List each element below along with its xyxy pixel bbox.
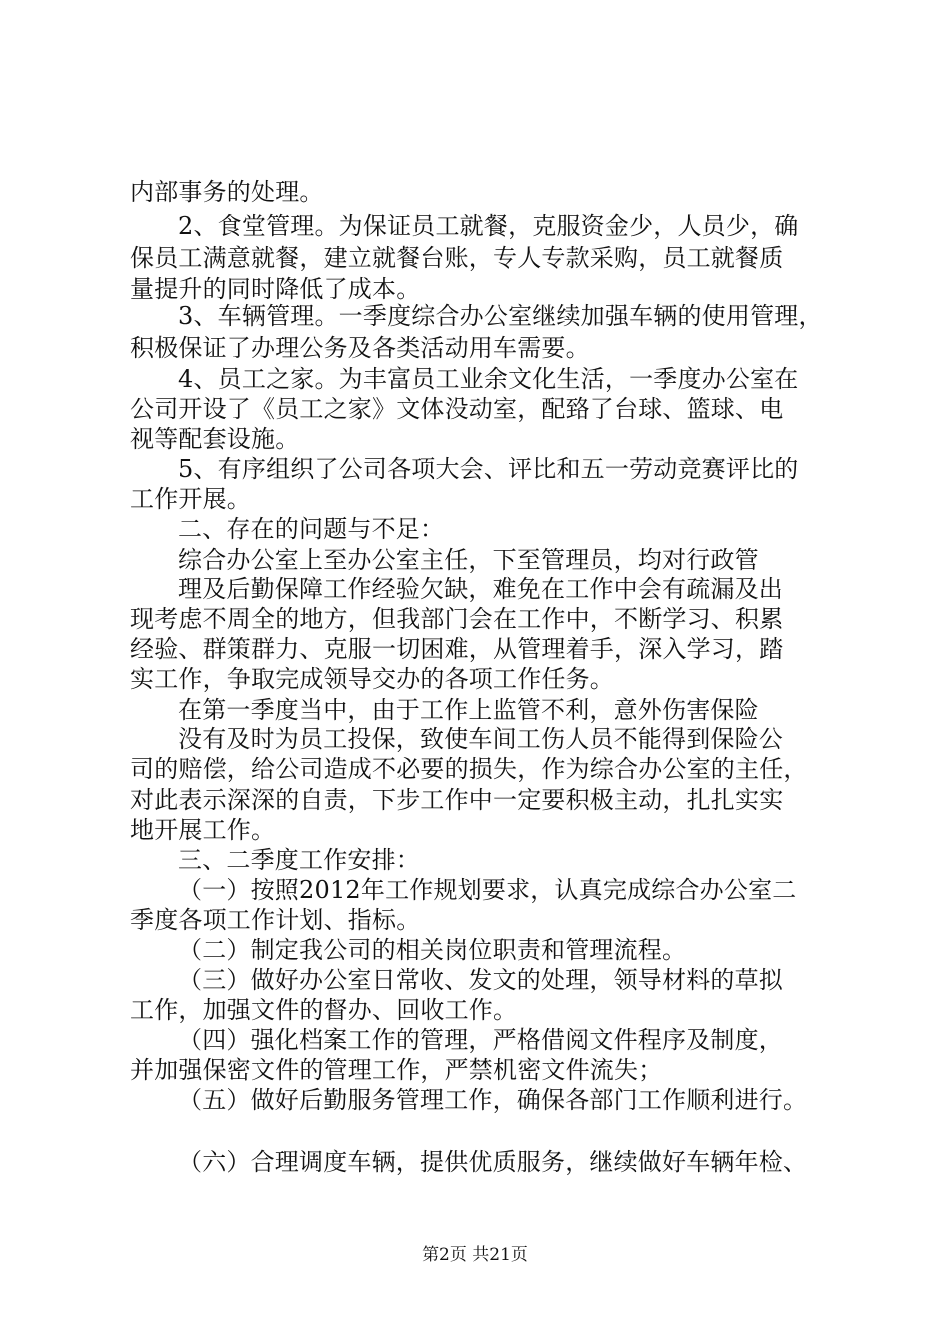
text-line: 并加强保密文件的管理工作，严禁机密文件流失； bbox=[130, 1056, 663, 1084]
text-line: 司的赔偿，给公司造成不必要的损失，作为综合办公室的主任， bbox=[130, 755, 808, 783]
text-line: 理及后勤保障工作经验欠缺，难免在工作中会有疏漏及出 bbox=[178, 575, 783, 603]
text-line: 5、有序组织了公司各项大会、评比和五一劳动竞赛评比的 bbox=[178, 455, 799, 483]
text-line: 2、食堂管理。为保证员工就餐，克服资金少，人员少，确 bbox=[178, 212, 799, 240]
text-line: 二、存在的问题与不足： bbox=[178, 515, 445, 543]
text-line: 工作开展。 bbox=[130, 485, 251, 513]
text-line: 地开展工作。 bbox=[130, 816, 276, 844]
text-line: 三、二季度工作安排： bbox=[178, 846, 420, 874]
page-number-footer: 第2页 共21页 bbox=[422, 1245, 528, 1265]
text-line: （六）合理调度车辆，提供优质服务，继续做好车辆年检、 bbox=[178, 1148, 808, 1176]
text-line: 保员工满意就餐，建立就餐台账，专人专款采购，员工就餐质 bbox=[130, 244, 784, 272]
text-line: 在第一季度当中，由于工作上监管不利，意外伤害保险 bbox=[178, 696, 759, 724]
text-line: 现考虑不周全的地方，但我部门会在工作中，不断学习、积累 bbox=[130, 605, 784, 633]
text-line: （一）按照2012年工作规划要求，认真完成综合办公室二 bbox=[178, 876, 797, 904]
text-line: 量提升的同时降低了成本。 bbox=[130, 275, 421, 303]
text-line: 对此表示深深的自责，下步工作中一定要积极主动，扎扎实实 bbox=[130, 786, 784, 814]
text-line: （二）制定我公司的相关岗位职责和管理流程。 bbox=[178, 936, 687, 964]
text-line: 季度各项工作计划、指标。 bbox=[130, 906, 421, 934]
text-line: 没有及时为员工投保，致使车间工伤人员不能得到保险公 bbox=[178, 725, 783, 753]
text-line: 实工作，争取完成领导交办的各项工作任务。 bbox=[130, 665, 614, 693]
text-line: 公司开设了《员工之家》文体没动室，配臵了台球、篮球、电 bbox=[130, 395, 784, 423]
text-line: 工作，加强文件的督办、回收工作。 bbox=[130, 996, 518, 1024]
text-line: 综合办公室上至办公室主任，下至管理员，均对行政管 bbox=[178, 546, 759, 574]
text-line: 经验、群策群力、克服一切困难，从管理着手，深入学习，踏 bbox=[130, 635, 784, 663]
text-line: 视等配套设施。 bbox=[130, 425, 300, 453]
text-line: 内部事务的处理。 bbox=[130, 178, 324, 206]
text-line: 4、员工之家。为丰富员工业余文化生活，一季度办公室在 bbox=[178, 365, 799, 393]
text-line: （四）强化档案工作的管理，严格借阅文件程序及制度， bbox=[178, 1026, 783, 1054]
text-line: （五）做好后勤服务管理工作，确保各部门工作顺利进行。 bbox=[178, 1086, 808, 1114]
text-line: 3、车辆管理。一季度综合办公室继续加强车辆的使用管理， bbox=[178, 302, 823, 330]
text-line: （三）做好办公室日常收、发文的处理，领导材料的草拟 bbox=[178, 966, 783, 994]
text-line: 积极保证了办理公务及各类活动用车需要。 bbox=[130, 334, 590, 362]
